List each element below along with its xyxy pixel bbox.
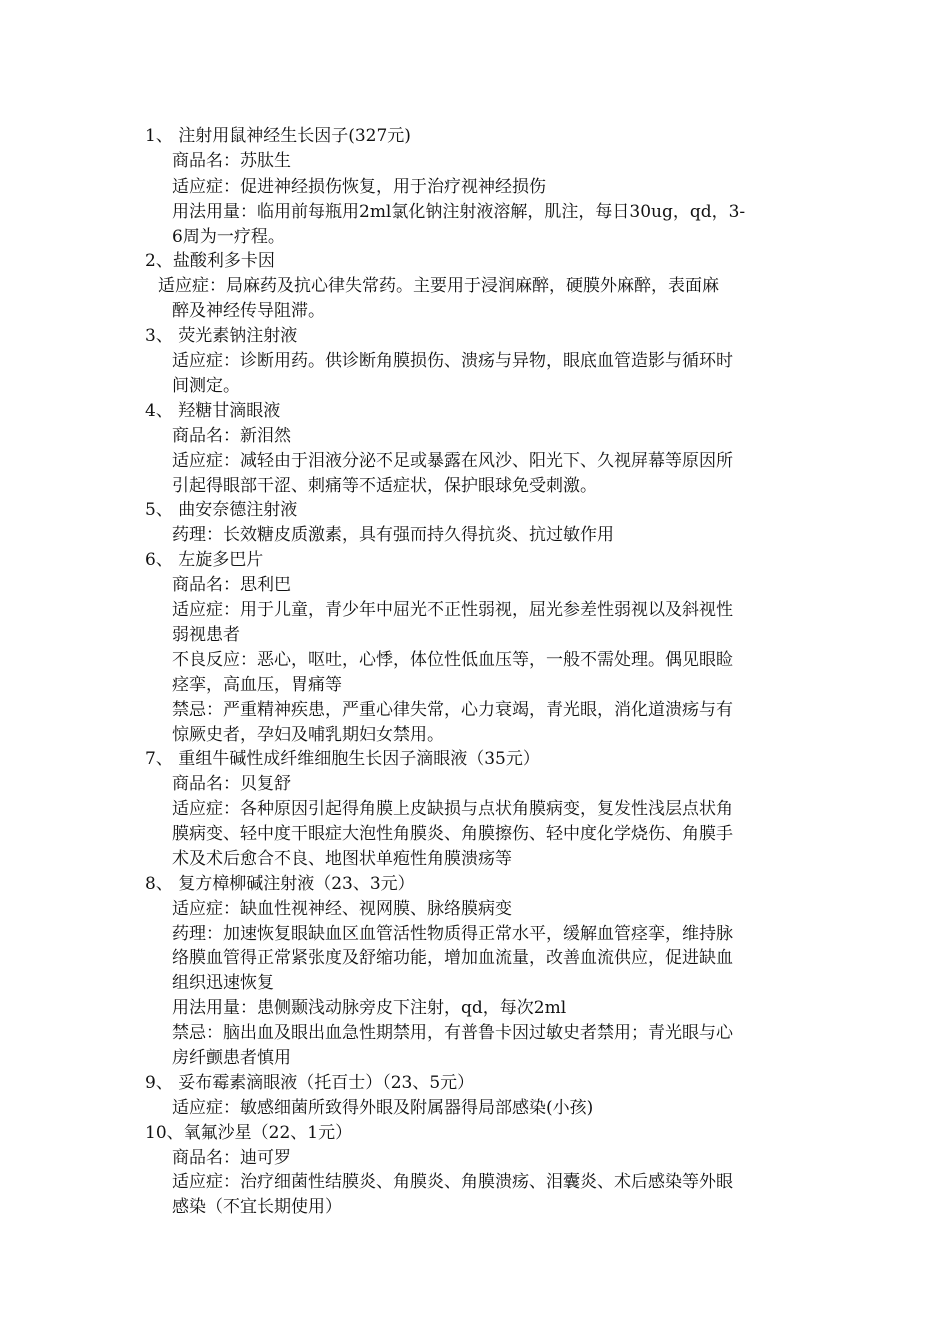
doc-line: 适应症：各种原因引起得角膜上皮缺损与点状角膜病变，复发性浅层点状角: [172, 799, 733, 819]
doc-line: 适应症：促进神经损伤恢复，用于治疗视神经损伤: [172, 177, 546, 197]
doc-line: 1、 注射用鼠神经生长因子(327元): [145, 126, 411, 146]
doc-line: 组织迅速恢复: [172, 973, 274, 993]
doc-line: 禁忌：脑出血及眼出血急性期禁用，有普鲁卡因过敏史者禁用；青光眼与心: [172, 1023, 733, 1043]
doc-line: 间测定。: [172, 376, 240, 396]
doc-line: 商品名：思利巴: [172, 575, 291, 595]
doc-line: 适应症：治疗细菌性结膜炎、角膜炎、角膜溃疡、泪囊炎、术后感染等外眼: [172, 1172, 733, 1192]
doc-line: 适应症：用于儿童，青少年中屈光不正性弱视，屈光参差性弱视以及斜视性: [172, 600, 733, 620]
doc-line: 用法用量：患侧颞浅动脉旁皮下注射，qd，每次2ml: [172, 998, 567, 1018]
doc-line: 9、 妥布霉素滴眼液（托百士）（23、5元）: [145, 1073, 475, 1093]
doc-line: 3、 荧光素钠注射液: [145, 326, 298, 346]
doc-line: 6周为一疗程。: [172, 227, 285, 247]
doc-line: 商品名：新泪然: [172, 426, 291, 446]
doc-line: 感染（不宜长期使用）: [172, 1197, 342, 1217]
doc-line: 术及术后愈合不良、地图状单疱性角膜溃疡等: [172, 849, 512, 869]
doc-line: 弱视患者: [172, 625, 240, 645]
doc-line: 适应症：减轻由于泪液分泌不足或暴露在风沙、阳光下、久视屏幕等原因所: [172, 451, 733, 471]
doc-line: 4、 羟糖甘滴眼液: [145, 401, 281, 421]
doc-line: 药理：长效糖皮质激素，具有强而持久得抗炎、抗过敏作用: [172, 525, 614, 545]
doc-line: 适应症：局麻药及抗心律失常药。主要用于浸润麻醉，硬膜外麻醉，表面麻: [158, 276, 719, 296]
doc-line: 禁忌：严重精神疾患，严重心律失常，心力衰竭，青光眼，消化道溃疡与有: [172, 700, 733, 720]
doc-line: 适应症：敏感细菌所致得外眼及附属器得局部感染(小孩): [172, 1098, 594, 1118]
doc-line: 惊厥史者，孕妇及哺乳期妇女禁用。: [172, 725, 444, 745]
doc-line: 适应症：缺血性视神经、视网膜、脉络膜病变: [172, 899, 512, 919]
doc-line: 络膜血管得正常紧张度及舒缩功能，增加血流量，改善血流供应，促进缺血: [172, 948, 733, 968]
doc-line: 8、 复方樟柳碱注射液（23、3元）: [145, 874, 415, 894]
doc-line: 药理：加速恢复眼缺血区血管活性物质得正常水平，缓解血管痉挛，维持脉: [172, 924, 733, 944]
doc-line: 醉及神经传导阻滞。: [172, 301, 325, 321]
doc-line: 适应症：诊断用药。供诊断角膜损伤、溃疡与异物，眼底血管造影与循环时: [172, 351, 733, 371]
doc-line: 10、氧氟沙星（22、1元）: [145, 1123, 353, 1143]
doc-line: 5、 曲安奈德注射液: [145, 500, 298, 520]
doc-line: 膜病变、轻中度干眼症大泡性角膜炎、角膜擦伤、轻中度化学烧伤、角膜手: [172, 824, 733, 844]
doc-line: 房纤颤患者慎用: [172, 1048, 291, 1068]
doc-line: 商品名：迪可罗: [172, 1148, 291, 1168]
doc-line: 2、盐酸利多卡因: [145, 251, 275, 271]
doc-line: 不良反应：恶心，呕吐，心悸，体位性低血压等，一般不需处理。偶见眼睑: [172, 650, 733, 670]
doc-line: 商品名：苏肽生: [172, 151, 291, 171]
doc-line: 引起得眼部干涩、刺痛等不适症状，保护眼球免受刺激。: [172, 476, 597, 496]
doc-line: 7、 重组牛碱性成纤维细胞生长因子滴眼液（35元）: [145, 749, 540, 769]
doc-line: 6、 左旋多巴片: [145, 550, 264, 570]
doc-line: 商品名：贝复舒: [172, 774, 291, 794]
doc-line: 用法用量：临用前每瓶用2ml氯化钠注射液溶解，肌注，每日30ug，qd，3-: [172, 202, 746, 222]
doc-line: 痉挛，高血压，胃痛等: [172, 675, 342, 695]
